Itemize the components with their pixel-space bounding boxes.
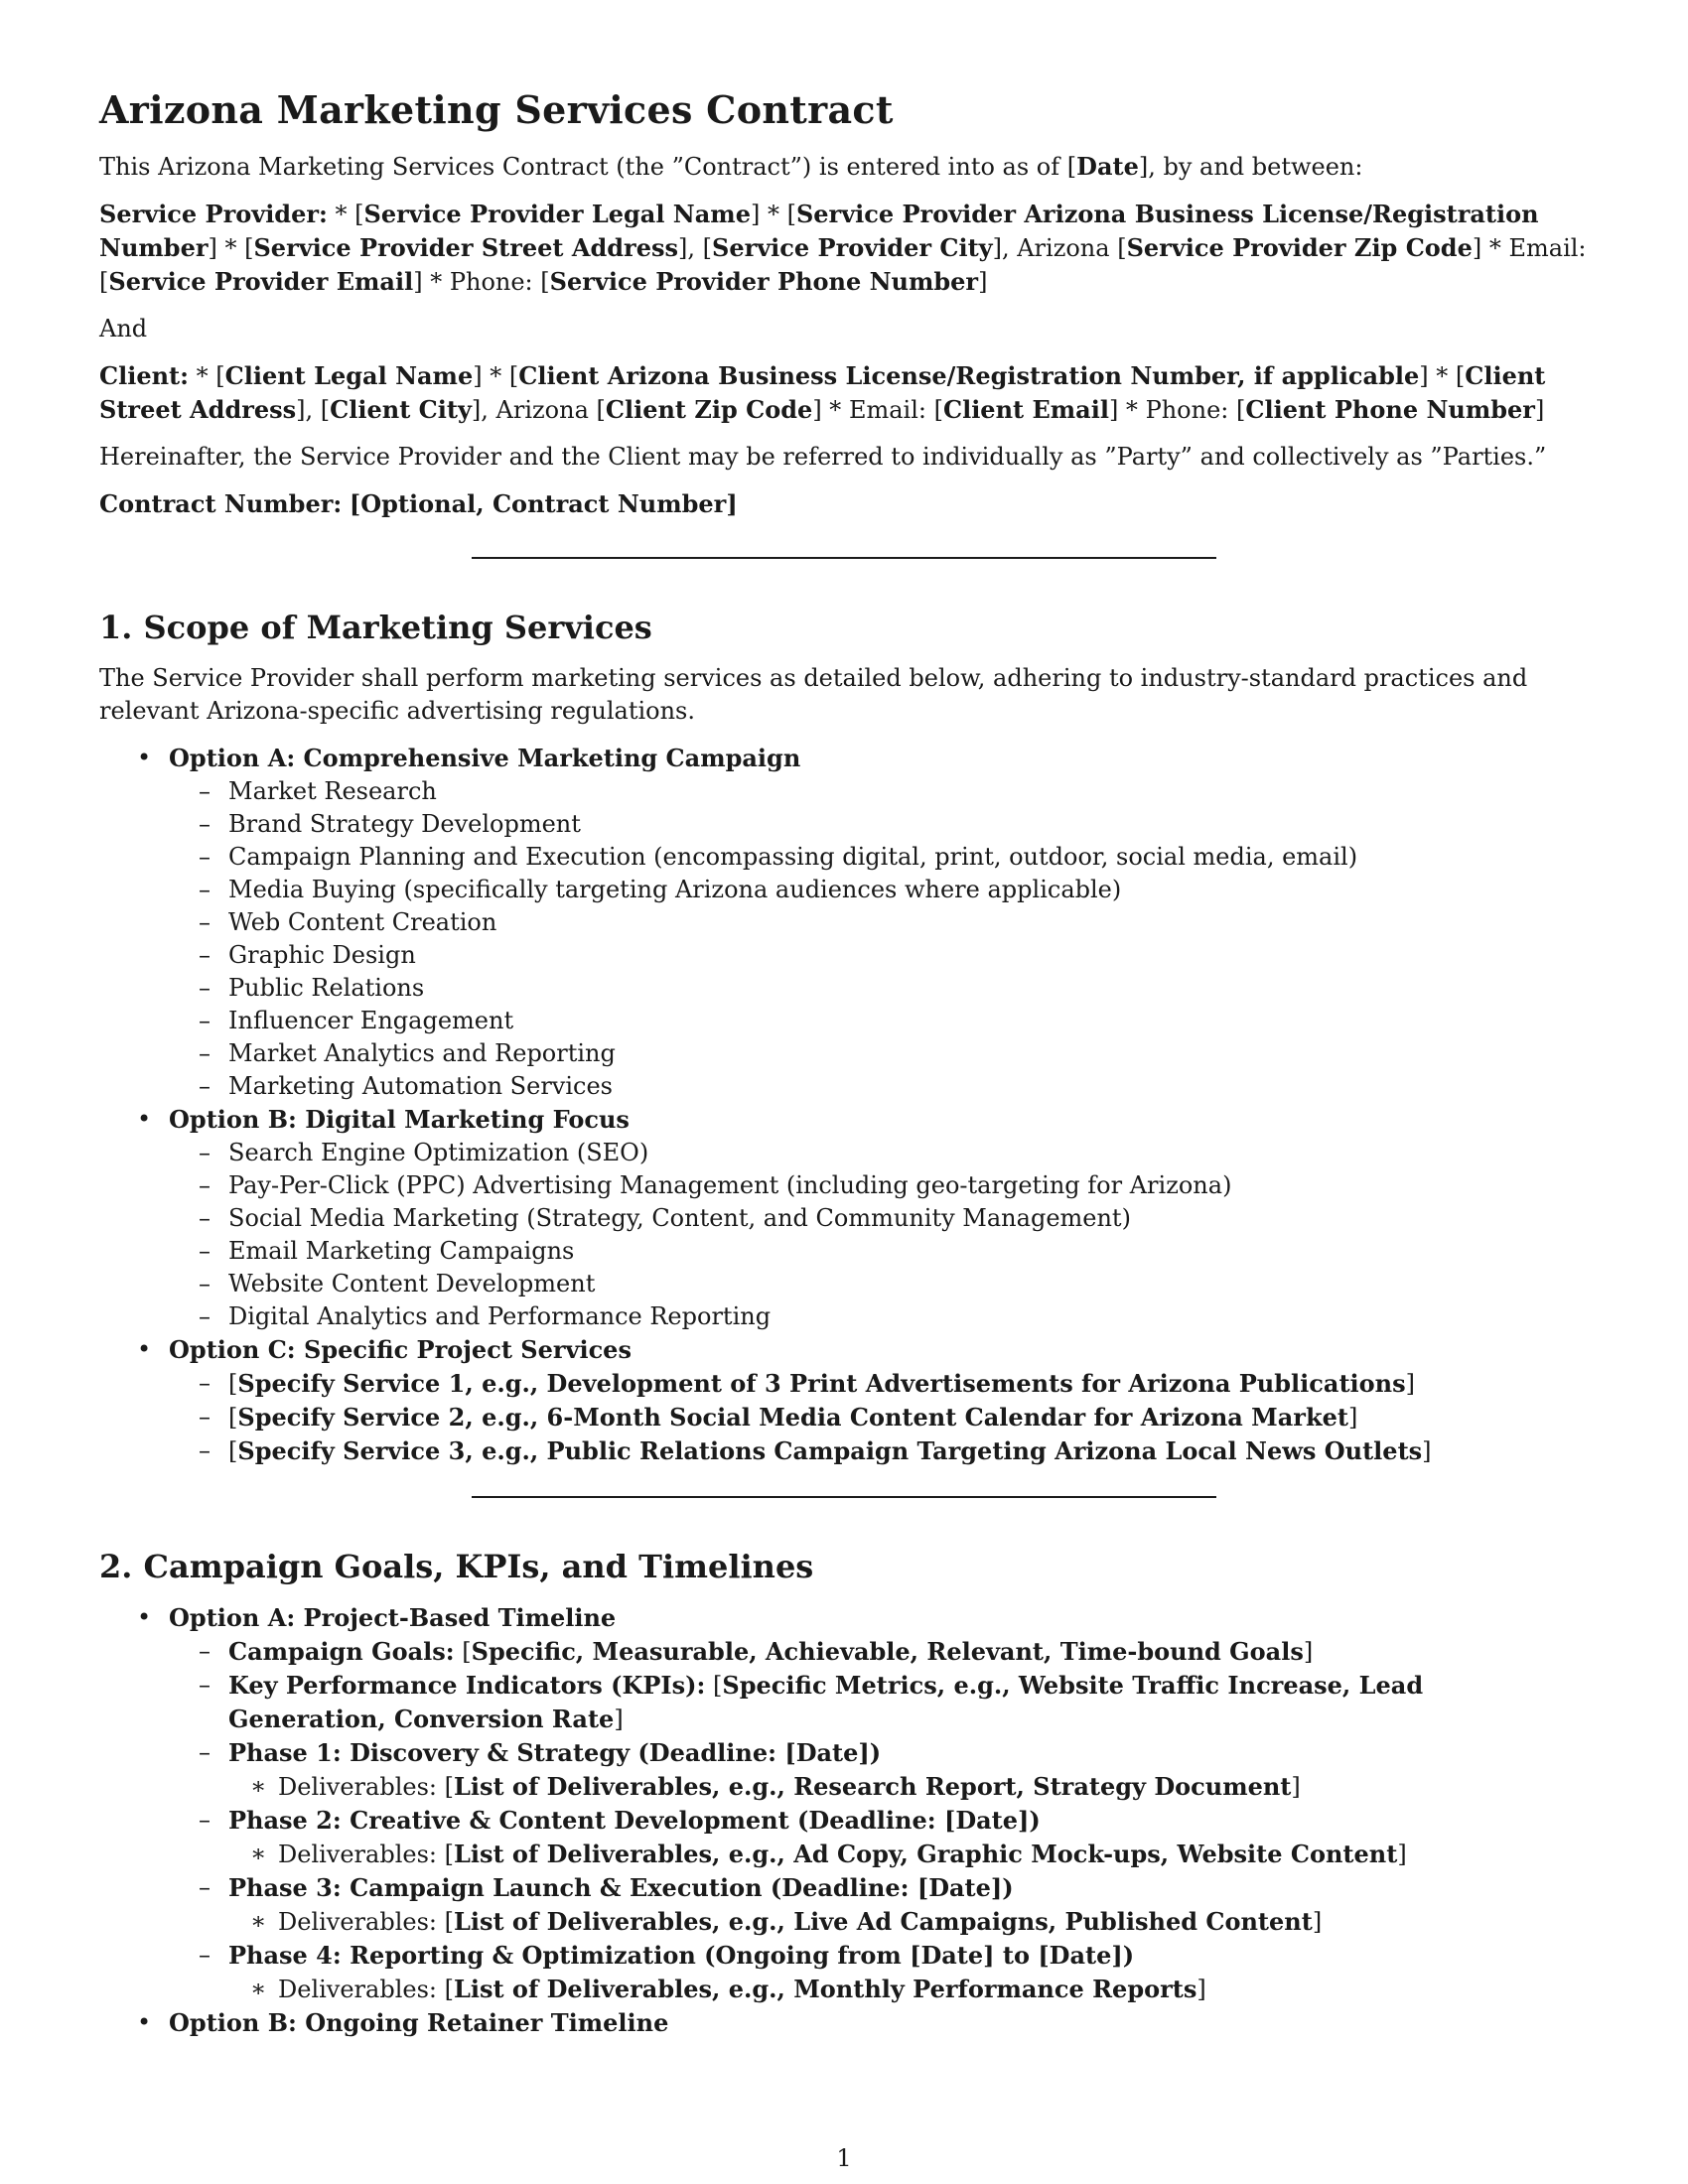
dash-icon: – bbox=[199, 1139, 211, 1166]
intro-date: Date bbox=[1076, 152, 1139, 181]
deliverables-item: ∗ Deliverables: [List of Deliverables, e.g., Research Report, Strategy Document] bbox=[250, 1772, 1301, 1801]
list-item bbox=[99, 1137, 1589, 1169]
list-item bbox=[99, 808, 1589, 841]
dash-icon: – bbox=[199, 1204, 211, 1232]
option-a bbox=[99, 742, 1589, 775]
dash-icon: – bbox=[199, 1369, 211, 1397]
section-1-heading: 1. Scope of Marketing Services bbox=[99, 609, 652, 646]
phase-item bbox=[99, 1804, 1589, 1838]
list-item-text: Social Media Marketing (Strategy, Content, and Community Management) bbox=[228, 1204, 1131, 1232]
option-b-label: Option B: Digital Marketing Focus bbox=[169, 1105, 630, 1134]
document-page bbox=[99, 87, 1589, 2040]
deliverables-value: List of Deliverables, e.g., Ad Copy, Graphic Mock-ups, Website Content bbox=[453, 1840, 1398, 1868]
dash-icon: – bbox=[199, 1302, 211, 1330]
dash-icon: – bbox=[199, 876, 211, 903]
option-b bbox=[99, 1103, 1589, 1137]
list-item bbox=[99, 906, 1589, 939]
list-item-text: Market Analytics and Reporting bbox=[228, 1039, 616, 1067]
document-title: Arizona Marketing Services Contract bbox=[99, 87, 894, 132]
dash-icon: – bbox=[199, 1671, 211, 1699]
sp-city: Service Provider City bbox=[711, 233, 993, 262]
sp-email: Service Provider Email bbox=[108, 267, 414, 296]
campaign-goals: – Campaign Goals: [Specific, Measurable, Achievable, Relevant, Time-bound Goals] bbox=[199, 1637, 1314, 1666]
asterisk-icon: ∗ bbox=[250, 1907, 267, 1935]
list-item-text: Marketing Automation Services bbox=[228, 1072, 613, 1100]
list-item-text: Brand Strategy Development bbox=[228, 810, 581, 838]
intro-text: This Arizona Marketing Services Contract (the ”Contract”) is entered into as of [ bbox=[99, 153, 1077, 181]
list-item-text: Specify Service 1, e.g., Development of 3 Print Advertisements for Arizona Publications bbox=[237, 1369, 1406, 1398]
sp-phone: Service Provider Phone Number bbox=[549, 267, 979, 296]
and-text: And bbox=[99, 315, 148, 342]
campaign-goals-value: Specific, Measurable, Achievable, Relevant, Time-bound Goals bbox=[471, 1637, 1304, 1666]
sp-license: Service Provider Arizona Business License/Registration Number bbox=[99, 200, 1539, 262]
kpis-value: Specific Metrics, e.g., Website Traffic Increase, Lead Generation, Conversion Rate bbox=[228, 1671, 1424, 1733]
list-item-text: Campaign Planning and Execution (encompassing digital, print, outdoor, social media, email) bbox=[228, 843, 1358, 871]
list-item-text: Media Buying (specifically targeting Arizona audiences where applicable) bbox=[228, 876, 1122, 903]
option-a-timeline-label: Option A: Project-Based Timeline bbox=[169, 1603, 617, 1632]
option-c bbox=[99, 1333, 1589, 1367]
client-phone-label: Phone: bbox=[1145, 396, 1229, 424]
list-item: – [Specify Service 1, e.g., Development of 3 Print Advertisements for Arizona Publications] bbox=[199, 1369, 1415, 1398]
dash-icon: – bbox=[199, 1873, 211, 1901]
bullet-icon: • bbox=[137, 744, 152, 771]
sp-legal-name: Service Provider Legal Name bbox=[363, 200, 751, 228]
dash-icon: – bbox=[199, 1270, 211, 1297]
list-item bbox=[99, 1202, 1589, 1235]
deliverables-label: Deliverables: bbox=[278, 1841, 437, 1868]
option-a-timeline bbox=[99, 1601, 1589, 1635]
deliverables-label: Deliverables: bbox=[278, 1773, 437, 1801]
phase-item bbox=[99, 1736, 1589, 1770]
section-2-list bbox=[99, 1601, 1589, 2040]
section-1-list bbox=[99, 742, 1589, 1468]
list-item bbox=[99, 1037, 1589, 1070]
list-item: – [Specify Service 3, e.g., Public Relations Campaign Targeting Arizona Local News Outlets] bbox=[199, 1436, 1432, 1465]
intro-text-end: ], by and between: bbox=[1138, 153, 1363, 181]
deliverables-label: Deliverables: bbox=[278, 1908, 437, 1936]
intro-paragraph bbox=[99, 150, 1589, 184]
list-item bbox=[99, 841, 1589, 874]
dash-icon: – bbox=[199, 1738, 211, 1766]
list-item bbox=[99, 939, 1589, 972]
list-item-text: Graphic Design bbox=[228, 941, 416, 969]
deliverables-value: List of Deliverables, e.g., Monthly Performance Reports bbox=[453, 1975, 1197, 2003]
dash-icon: – bbox=[199, 908, 211, 936]
dash-icon: – bbox=[199, 1171, 211, 1199]
page-number: 1 bbox=[836, 2144, 852, 2172]
list-item: – [Specify Service 2, e.g., 6-Month Social Media Content Calendar for Arizona Market] bbox=[199, 1403, 1358, 1432]
dash-icon: – bbox=[199, 843, 211, 871]
sp-street: Service Provider Street Address bbox=[253, 233, 678, 262]
deliverables-item: ∗ Deliverables: [List of Deliverables, e.g., Monthly Performance Reports] bbox=[250, 1975, 1206, 2003]
dash-icon: – bbox=[199, 1007, 211, 1034]
list-item-text: Pay-Per-Click (PPC) Advertising Management (including geo-targeting for Arizona) bbox=[228, 1171, 1232, 1199]
section-1-body: The Service Provider shall perform marketing services as detailed below, adhering to industry-standard practices and relevant Arizona-specific advertising regulations. bbox=[99, 664, 1528, 725]
list-item-text: Digital Analytics and Performance Reporting bbox=[228, 1302, 772, 1330]
sp-zip: Service Provider Zip Code bbox=[1126, 233, 1473, 262]
bullet-icon: • bbox=[137, 1335, 152, 1363]
client-label: Client: bbox=[99, 361, 189, 390]
kpis: – Key Performance Indicators (KPIs): [Specific Metrics, e.g., Website Traffic Increase, Lead Generation, Conversion Rate] bbox=[199, 1671, 1424, 1733]
section-2-heading: 2. Campaign Goals, KPIs, and Timelines bbox=[99, 1548, 814, 1585]
dash-icon: – bbox=[199, 810, 211, 838]
list-item-text: Search Engine Optimization (SEO) bbox=[228, 1139, 649, 1166]
list-item bbox=[99, 874, 1589, 906]
client-email: Client Email bbox=[942, 395, 1109, 424]
dash-icon: – bbox=[199, 1237, 211, 1265]
list-item bbox=[99, 1005, 1589, 1037]
divider bbox=[472, 557, 1216, 559]
client-license: Client Arizona Business License/Registration Number, if applicable bbox=[518, 361, 1420, 390]
deliverables-value: List of Deliverables, e.g., Live Ad Campaigns, Published Content bbox=[453, 1907, 1313, 1936]
dash-icon: – bbox=[199, 777, 211, 805]
dash-icon: – bbox=[199, 1039, 211, 1067]
hereinafter-paragraph: Hereinafter, the Service Provider and the Client may be referred to individually as ”Party” and collectively as ”Parties.” bbox=[99, 443, 1547, 471]
phase-item bbox=[99, 1939, 1589, 1973]
option-b-timeline bbox=[99, 2006, 1589, 2040]
sp-state: Arizona bbox=[1017, 234, 1110, 262]
phase-title: Phase 2: Creative & Content Development (Deadline: [Date]) bbox=[228, 1806, 1041, 1835]
client-block: Client: * [Client Legal Name] * [Client Arizona Business License/Registration Number, if applicable] * [Client Street Address], [Client City], Arizona [Client Zip Code] * Email: [Client Email] * Phone: [Client Phone Number] bbox=[99, 361, 1546, 424]
dash-icon: – bbox=[199, 1941, 211, 1969]
dash-icon: – bbox=[199, 1637, 211, 1665]
deliverables-item: ∗ Deliverables: [List of Deliverables, e.g., Live Ad Campaigns, Published Content] bbox=[250, 1907, 1323, 1936]
list-item-text: Website Content Development bbox=[228, 1270, 596, 1297]
client-state: Arizona bbox=[495, 396, 589, 424]
list-item bbox=[99, 1268, 1589, 1300]
client-zip: Client Zip Code bbox=[605, 395, 813, 424]
dash-icon: – bbox=[199, 1072, 211, 1100]
asterisk-icon: ∗ bbox=[250, 1840, 267, 1867]
deliverables-value: List of Deliverables, e.g., Research Report, Strategy Document bbox=[453, 1772, 1292, 1801]
bullet-icon: • bbox=[137, 1603, 152, 1631]
client-legal-name: Client Legal Name bbox=[224, 361, 474, 390]
list-item-text: Web Content Creation bbox=[228, 908, 497, 936]
option-a-label: Option A: Comprehensive Marketing Campaign bbox=[169, 744, 801, 772]
list-item bbox=[99, 1300, 1589, 1333]
client-street: Client Street Address bbox=[99, 361, 1546, 424]
dash-icon: – bbox=[199, 1806, 211, 1834]
campaign-goals-label: Campaign Goals: bbox=[228, 1637, 455, 1666]
list-item-text: Specify Service 3, e.g., Public Relations Campaign Targeting Arizona Local News Outlets bbox=[237, 1436, 1423, 1465]
dash-icon: – bbox=[199, 1436, 211, 1464]
bullet-icon: • bbox=[137, 2008, 152, 2036]
client-phone: Client Phone Number bbox=[1245, 395, 1535, 424]
phase-title: Phase 4: Reporting & Optimization (Ongoing from [Date] to [Date]) bbox=[228, 1941, 1135, 1970]
list-item bbox=[99, 775, 1589, 808]
option-b-timeline-label: Option B: Ongoing Retainer Timeline bbox=[169, 2008, 669, 2037]
list-item-text: Market Research bbox=[228, 777, 437, 805]
list-item bbox=[99, 1235, 1589, 1268]
phase-item bbox=[99, 1871, 1589, 1905]
list-item-text: Email Marketing Campaigns bbox=[228, 1237, 575, 1265]
service-provider-label: Service Provider: bbox=[99, 200, 328, 228]
deliverables-item: ∗ Deliverables: [List of Deliverables, e.g., Ad Copy, Graphic Mock-ups, Website Content] bbox=[250, 1840, 1407, 1868]
bullet-icon: • bbox=[137, 1105, 152, 1133]
deliverables-label: Deliverables: bbox=[278, 1976, 437, 2003]
phase-title: Phase 3: Campaign Launch & Execution (Deadline: [Date]) bbox=[228, 1873, 1014, 1902]
client-city: Client City bbox=[330, 395, 472, 424]
asterisk-icon: ∗ bbox=[250, 1772, 267, 1800]
list-item-text: Public Relations bbox=[228, 974, 425, 1002]
list-item bbox=[99, 972, 1589, 1005]
contract-number bbox=[99, 487, 1589, 521]
contract-number-label: Contract Number: bbox=[99, 489, 343, 518]
list-item bbox=[99, 1169, 1589, 1202]
list-item bbox=[99, 1070, 1589, 1103]
contract-number-value: [Optional, Contract Number] bbox=[349, 489, 738, 518]
service-provider-block: Service Provider: * [Service Provider Legal Name] * [Service Provider Arizona Business License/Registration Number] * [Service Provider Street Address], [Service Provider City], Arizona [Service Provider Zip Code] * Email: [Service Provider Email] * Phone: [Service Provider Phone Number] bbox=[99, 200, 1587, 296]
list-item-text: Influencer Engagement bbox=[228, 1007, 514, 1034]
divider bbox=[472, 1496, 1216, 1498]
sp-phone-label: Phone: bbox=[449, 268, 533, 296]
dash-icon: – bbox=[199, 1403, 211, 1431]
dash-icon: – bbox=[199, 941, 211, 969]
option-c-label: Option C: Specific Project Services bbox=[169, 1335, 632, 1364]
sp-email-label: Email: bbox=[1508, 234, 1587, 262]
list-item-text: Specify Service 2, e.g., 6-Month Social Media Content Calendar for Arizona Market bbox=[237, 1403, 1348, 1432]
client-email-label: Email: bbox=[848, 396, 926, 424]
dash-icon: – bbox=[199, 974, 211, 1002]
kpis-label: Key Performance Indicators (KPIs): bbox=[228, 1671, 706, 1700]
asterisk-icon: ∗ bbox=[250, 1975, 267, 2002]
phase-title: Phase 1: Discovery & Strategy (Deadline: [Date]) bbox=[228, 1738, 882, 1767]
